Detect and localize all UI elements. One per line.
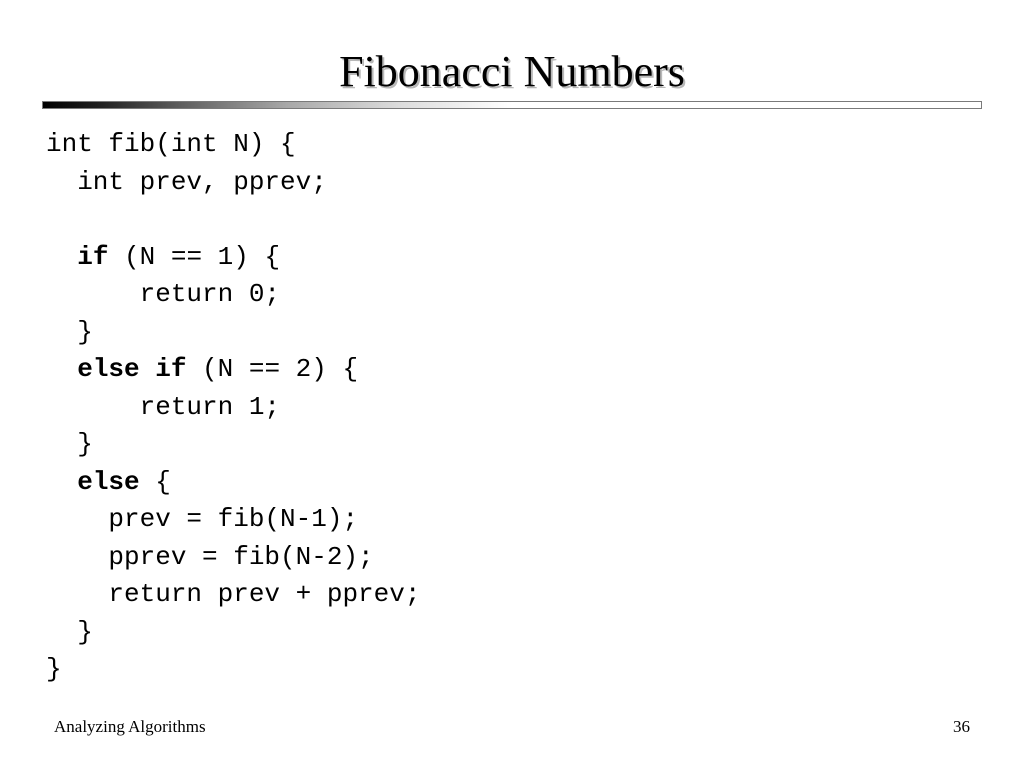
code-text: (N == 1) { xyxy=(108,241,281,272)
code-text: (N == 2) { xyxy=(186,354,359,384)
code-line xyxy=(46,389,420,427)
code-text: return 0; xyxy=(46,279,281,309)
code-line xyxy=(46,276,420,314)
code-line xyxy=(46,576,420,614)
code-line xyxy=(46,314,420,352)
code-keyword: else xyxy=(77,466,140,497)
code-text: int fib(int N) { xyxy=(46,129,296,159)
code-line xyxy=(46,539,420,577)
code-text: prev = fib(N-1); xyxy=(46,504,359,534)
code-line xyxy=(46,464,420,502)
code-line xyxy=(46,501,420,539)
code-line xyxy=(46,239,420,277)
code-line xyxy=(46,426,420,464)
code-block xyxy=(46,126,420,689)
code-line xyxy=(46,201,420,239)
code-line xyxy=(46,164,420,202)
code-text: return 1; xyxy=(46,391,281,422)
code-text xyxy=(46,242,77,272)
code-text: } xyxy=(46,316,93,347)
code-text: pprev = fib(N-2); xyxy=(46,541,374,572)
code-text: } xyxy=(46,654,62,684)
code-text xyxy=(46,467,77,497)
code-keyword: if xyxy=(77,241,109,272)
code-keyword: else if xyxy=(77,354,187,384)
footer-text: Analyzing Algorithms xyxy=(54,717,206,736)
code-line xyxy=(46,126,420,164)
slide-title: Fibonacci Numbers xyxy=(339,47,685,96)
code-line xyxy=(46,351,420,389)
title-divider xyxy=(42,101,982,109)
code-text: return prev + pprev; xyxy=(46,579,421,609)
code-text: { xyxy=(139,466,171,497)
code-text: } xyxy=(46,429,93,459)
code-text: } xyxy=(46,616,93,647)
code-text: int prev, pprev; xyxy=(46,166,327,197)
code-line xyxy=(46,614,420,652)
page-number: 36 xyxy=(953,717,970,736)
code-line xyxy=(46,651,420,689)
code-text xyxy=(46,354,77,384)
